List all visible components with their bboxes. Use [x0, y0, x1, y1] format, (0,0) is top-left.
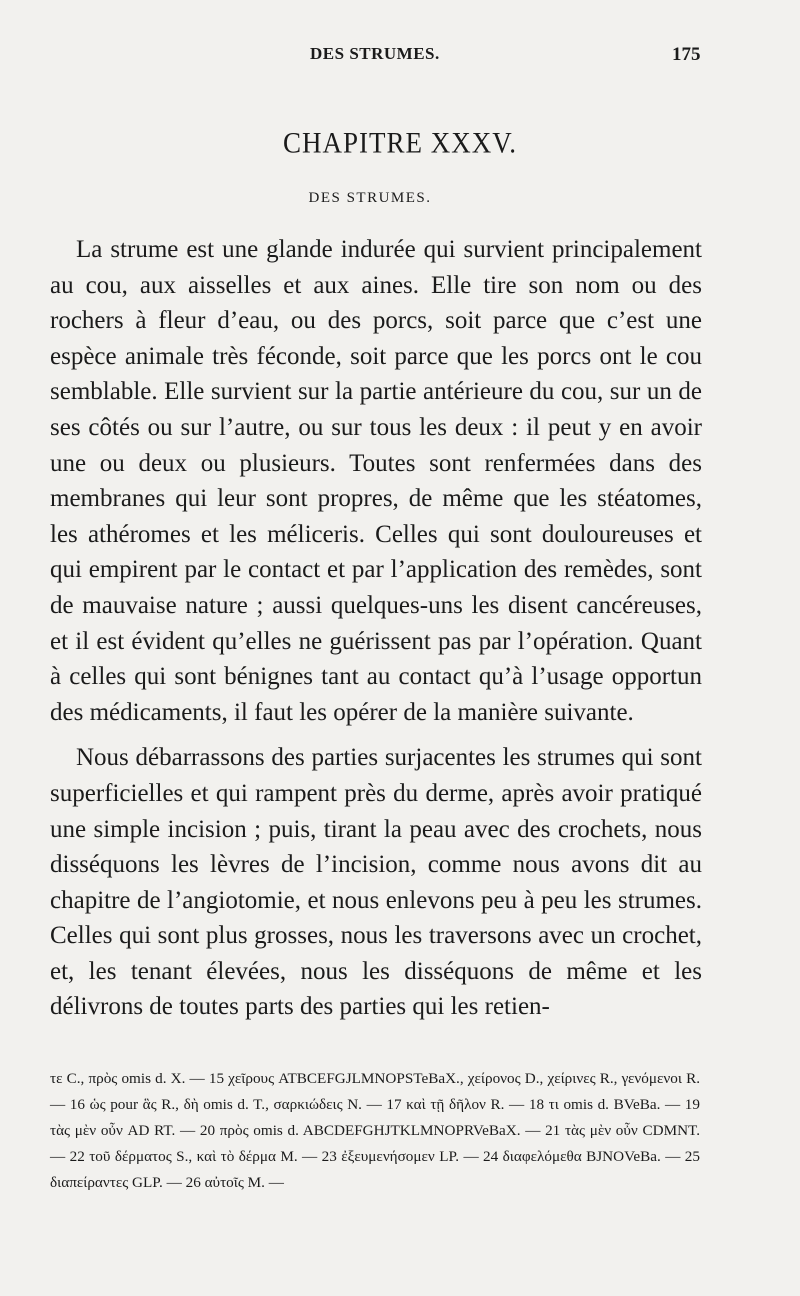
body-text [50, 232, 702, 1025]
footnotes [50, 1066, 700, 1196]
page-number: 175 [672, 44, 701, 65]
chapter-title: CHAPITRE XXXV. [282, 126, 518, 160]
footnote-text: τε C., πρὸς omis d. X. — 15 χεῖρους ATBCEFGJLMNOPSTeBaX., χείρονος D., χείρινες R., γενόμενοι R. — 16 ὡς pour ἃς R., δὴ omis d. T., σαρκιώδεις N. — 17 καὶ τῇ δῆλον R. — 18 τι omis d. BVeBa. — 19 τὰς μὲν οὖν AD RT. — 20 πρὸς omis d. ABCDEFGHJTKLMNOPRVeBaX. — 21 τὰς μὲν οὖν CDMNT. — 22 τοῦ δέρματος S., καὶ τὸ δέρμα M. — 23 ἐξευμενήσομεν LP. — 24 διαφελόμεθα BJNOVeBa. — 25 διαπείραντες GLP. — 26 αὐτοῖς M. — [50, 1070, 700, 1191]
paragraph: Nous débarrassons des parties surjacentes les strumes qui sont superficielles et qui rampent près du derme, après avoir pratiqué une simple incision ; puis, tirant la peau avec des crochets, nous disséquons les lèvres de l’incision, comme nous avons dit au chapitre de l’angiotomie, et nous enlevons peu à peu les strumes. Celles qui sont plus grosses, nous les traversons avec un crochet, et, les tenant élevées, nous les disséquons de même et les délivrons de toutes parts des parties qui les retien- [50, 744, 702, 1021]
section-title: DES STRUMES. [308, 190, 432, 206]
running-header [0, 44, 800, 72]
paragraph: La strume est une glande indurée qui survient principalement au cou, aux aisselles et aux aines. Elle tire son nom ou des rochers à fleur d’eau, ou des porcs, soit parce que c’est une espèce animale très féconde, soit parce que les porcs ont le cou semblable. Elle survient sur la partie antérieure du cou, sur un de ses côtés ou sur l’autre, ou sur tous les deux : il peut y en avoir une ou deux ou plusieurs. Toutes sont renfermées dans des membranes qui leur sont propres, de même que les stéatomes, les athéromes et les méliceris. Celles qui sont douloureuses et qui empirent par le contact et par l’application des remèdes, sont de mauvaise nature ; aussi quelques-uns les disent cancéreuses, et il est évident qu’elles ne guérissent pas par l’opération. Quant à celles qui sont bénignes tant au contact qu’à l’usage opportun des médicaments, il faut les opérer de la manière suivante. [50, 236, 702, 726]
running-title: DES STRUMES. [310, 44, 440, 63]
